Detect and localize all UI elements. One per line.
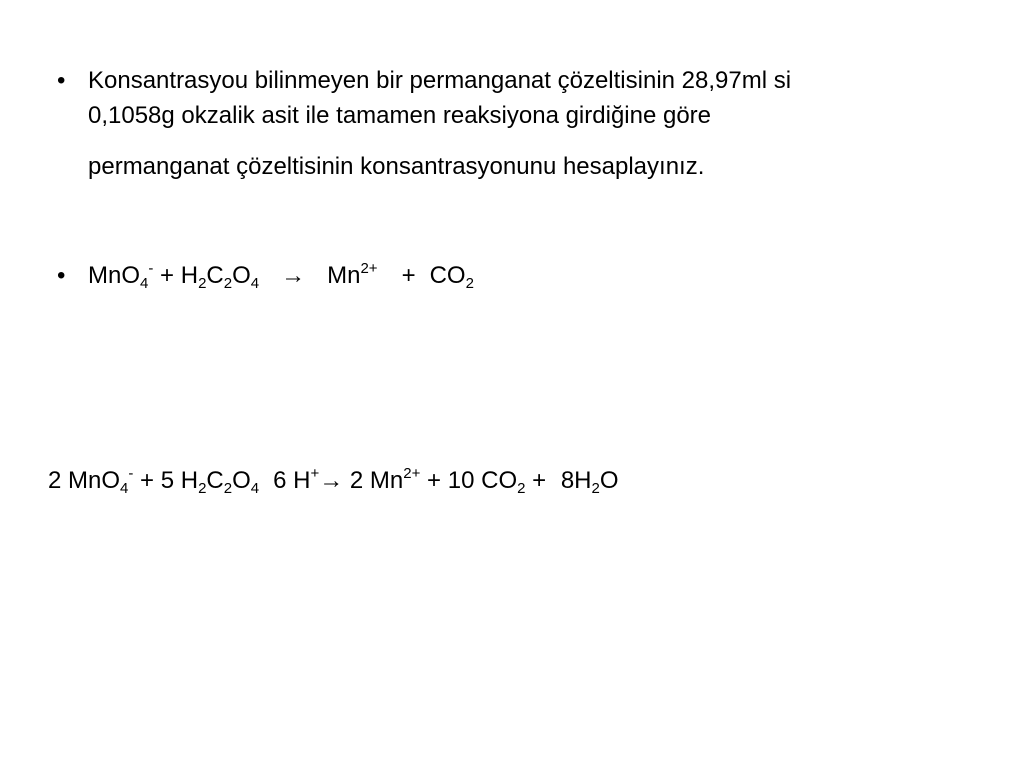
subscript: 2 [223,480,233,497]
superscript: - [128,465,134,482]
oxalic-h: H [180,262,199,289]
oxalic-o: O [232,262,251,289]
superscript: - [148,260,154,277]
oxalic-o: O [232,467,251,494]
problem-line-3: permanganat çözeltisinin konsantrasyonunu hesaplayınız. [88,153,705,180]
subscript: 2 [223,275,233,292]
problem-line-1: Konsantrasyou bilinmeyen bir permanganat çözeltisinin 28,97ml si [88,67,792,94]
water-o: O [599,467,619,494]
plus-sign: + [525,467,553,494]
reaction-arrow: → [281,262,306,289]
manganese-ion: Mn [327,262,361,289]
bullet-dot: • [57,67,66,94]
unbalanced-reaction [88,262,474,290]
oxalic-c: C [206,467,224,494]
water: 8H [560,467,592,494]
permanganate: 2 MnO [48,467,121,494]
subscript: 2 [198,275,207,292]
oxalic-c: C [206,262,224,289]
reaction-arrow: → [319,467,344,494]
hydrogen-ion: 6 H [273,467,311,494]
superscript: + [310,465,320,482]
permanganate: MnO [88,262,141,289]
carbon-dioxide: CO [429,262,466,289]
subscript: 4 [250,275,260,292]
superscript: 2+ [360,260,378,277]
plus-sign: + [401,262,416,289]
subscript: 2 [517,480,526,497]
balanced-equation [48,467,619,495]
subscript: 2 [591,480,600,497]
subscript: 2 [465,275,474,292]
plus-oxalic: + 5 H [133,467,199,494]
subscript: 4 [120,480,129,497]
carbon-dioxide: + 10 CO [420,467,518,494]
plus-sign: + [153,262,181,289]
superscript: 2+ [403,465,421,482]
problem-line-2: 0,1058g okzalik asit ile tamamen reaksiyona girdiğine göre [88,102,712,129]
manganese-ion: 2 Mn [343,467,404,494]
subscript: 4 [140,275,149,292]
subscript: 4 [250,480,260,497]
bullet-dot: • [57,262,66,289]
subscript: 2 [198,480,207,497]
